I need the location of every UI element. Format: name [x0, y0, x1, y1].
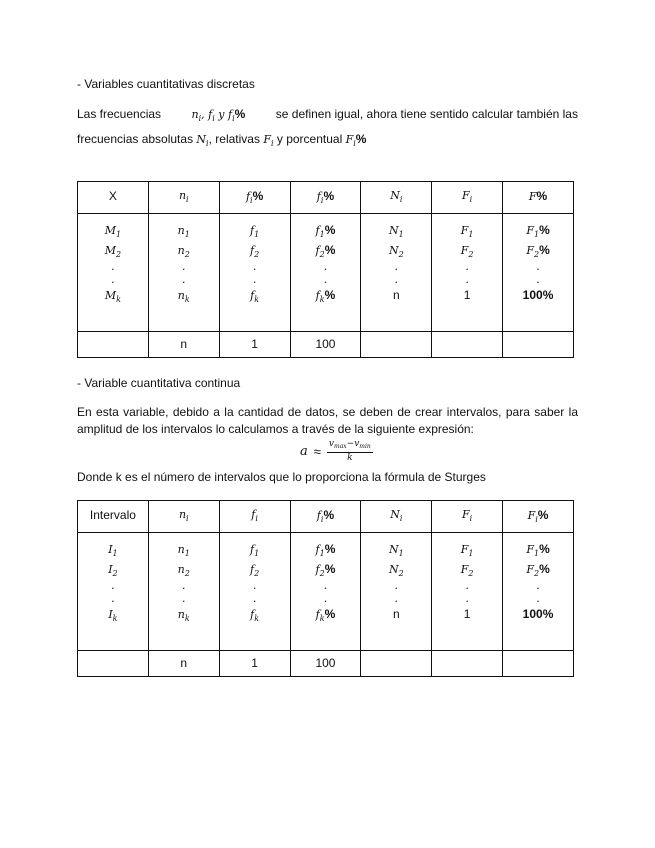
abs-symbol: $N_i$ — [196, 133, 209, 148]
header-n: $n_i$ — [148, 182, 219, 214]
col-f: $f_1$ $f_2$ . . $f_k$ — [219, 214, 290, 332]
pct-symbol: $F_i\%$ — [345, 132, 367, 148]
formula-fraction: $\frac{v_{max}-v_{min}}{k}$ — [328, 439, 371, 463]
col-I: $I_1$ $I_2$ . . $I_k$ — [78, 533, 149, 651]
para1-text-d: , relativas — [208, 132, 260, 146]
col-fpct: $f_1\%$ $f_2\%$ . . $f_k\%$ — [290, 214, 361, 332]
para1-text-c: frecuencias absolutas — [77, 132, 194, 146]
formula-approx: ≈ — [313, 444, 321, 459]
col-Fpct: $F_1\%$ $F_2\%$ . . 100% — [503, 533, 574, 651]
foot-3: 100 — [290, 332, 361, 358]
foot-5 — [432, 332, 503, 358]
table-footer-row — [78, 651, 574, 677]
foot-2: 1 — [219, 651, 290, 677]
col-N: $N_1$ $N_2$ . . n — [361, 214, 432, 332]
frequency-table-continuous — [77, 500, 574, 677]
foot-4 — [361, 332, 432, 358]
para1-text-b: se definen igual, ahora tiene sentido calcular también las — [275, 107, 578, 121]
amplitude-formula — [300, 439, 373, 464]
section2-paragraph: En esta variable, debido a la cantidad de datos, se deben de crear intervalos, para saber la amplitud de los intervalos lo calculamos a través de la siguiente expresión: — [77, 405, 578, 436]
col-n: $n_1$ $n_2$ . . $n_k$ — [148, 533, 219, 651]
col-F: $F_1$ $F_2$ . . 1 — [432, 533, 503, 651]
header-N: $N_i$ — [361, 501, 432, 533]
table-body-row — [78, 533, 574, 651]
header-F: $F_i$ — [432, 182, 503, 214]
col-f: $f_1$ $f_2$ . . $f_k$ — [219, 533, 290, 651]
header-intervalo: Intervalo — [78, 501, 149, 533]
foot-4 — [361, 651, 432, 677]
header-f: $f_i$ — [219, 501, 290, 533]
header-f: $f_i\%$ — [219, 182, 290, 214]
foot-1: n — [148, 332, 219, 358]
foot-6 — [503, 651, 574, 677]
foot-5 — [432, 651, 503, 677]
header-fpct: $f_i\%$ — [290, 501, 361, 533]
foot-3: 100 — [290, 651, 361, 677]
section2-heading: - Variable cuantitativa continua — [77, 376, 241, 390]
rel-symbol: $F_i$ — [263, 133, 274, 148]
col-n: $n_1$ $n_2$ . . $n_k$ — [148, 214, 219, 332]
foot-0 — [78, 651, 149, 677]
frequency-table-discrete — [77, 181, 574, 358]
col-fpct: $f_1\%$ $f_2\%$ . . $f_k\%$ — [290, 533, 361, 651]
para1-symbols: $n_i$, $f_i$ y $f_i\%$ — [191, 107, 246, 123]
foot-0 — [78, 332, 149, 358]
foot-6 — [503, 332, 574, 358]
foot-1: n — [148, 651, 219, 677]
header-x: X — [78, 182, 149, 214]
table-header-row — [78, 501, 574, 533]
table-header-row — [78, 182, 574, 214]
para1-text-a: Las frecuencias — [77, 107, 162, 121]
para1-text-e: y porcentual — [276, 132, 343, 146]
header-N: $N_i$ — [361, 182, 432, 214]
section1-heading: - Variables cuantitativas discretas — [77, 77, 255, 91]
col-N: $N_1$ $N_2$ . . n — [361, 533, 432, 651]
col-Fpct: $F_1\%$ $F_2\%$ . . 100% — [503, 214, 574, 332]
header-F: $F_i$ — [432, 501, 503, 533]
col-M: $M_1$ $M_2$ . . $M_k$ — [78, 214, 149, 332]
table-body-row — [78, 214, 574, 332]
header-Fpct: $F_i\%$ — [503, 501, 574, 533]
header-n: $n_i$ — [148, 501, 219, 533]
table-footer-row — [78, 332, 574, 358]
sturges-sentence: Donde k es el número de intervalos que lo proporciona la fórmula de Sturges — [77, 470, 486, 484]
formula-lhs: a — [300, 444, 308, 459]
header-fpct: $f_i\%$ — [290, 182, 361, 214]
col-F: $F_1$ $F_2$ . . 1 — [432, 214, 503, 332]
header-Fpct: F% — [503, 182, 574, 214]
foot-2: 1 — [219, 332, 290, 358]
section1-paragraph — [77, 104, 578, 154]
